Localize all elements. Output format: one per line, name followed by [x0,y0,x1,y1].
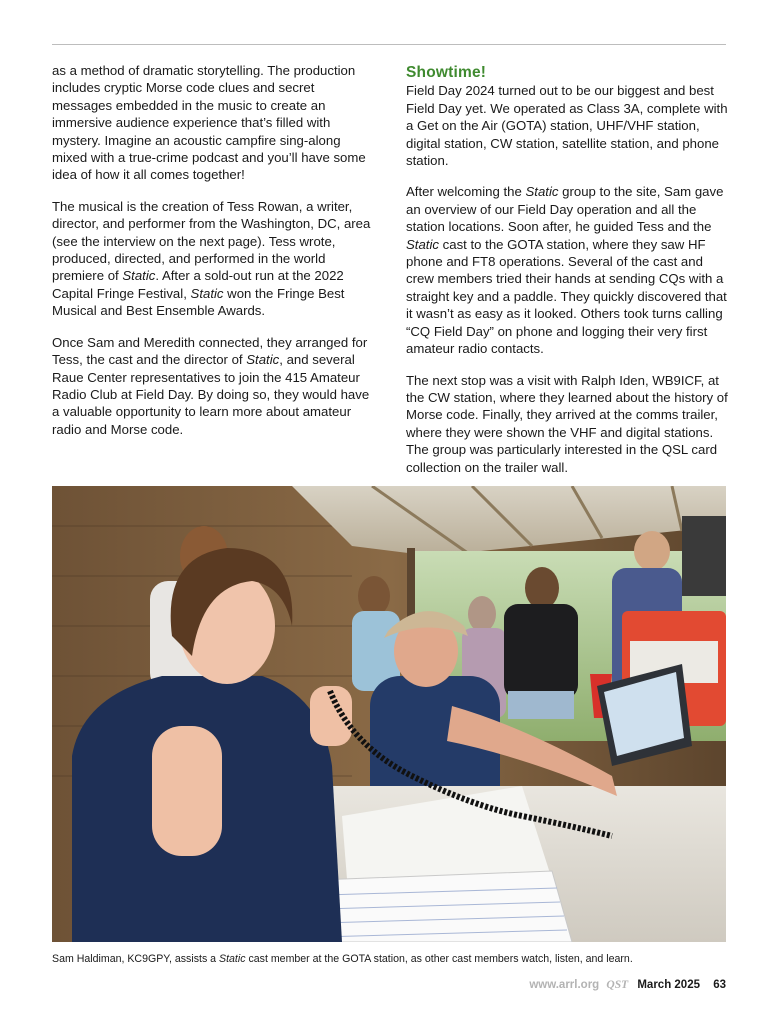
footer-magazine: QST [606,979,629,991]
paragraph: After welcoming the Static group to the site, Sam gave an overview of our Field Day operation and all the station locations. Soon after, he guided Tess and the Static cast to the GOTA station, where they saw HF phone and FT8 operations. Several of the cast and crew members tried their hands at sending CQs with a straight key and a paddle. They quickly discovered that it wasn’t as easy as it looked. Others took turns calling “CQ Field Day” on phone and logging their very first amateur radio contacts. [406,184,727,357]
left-column [52,62,374,452]
page-number: 63 [713,979,726,991]
paragraph: Field Day 2024 turned out to be our biggest and best Field Day yet. We operated as Class 3A, complete with a Get on the Air (GOTA) station, UHF/VHF station, digital station, CW station, satellite station, and phone station. [406,83,728,169]
footer-issue: March 2025 [637,979,700,991]
paragraph: as a method of dramatic storytelling. The production includes cryptic Morse code clues and secret messages embedded in the music to create an immersive audience experience that’s filled with mystery. Imagine an acoustic campfire sing-along mixed with a true-crime podcast and you’ll have some idea of how it all comes together! [52,63,366,183]
paragraph: The musical is the creation of Tess Rowan, a writer, director, and performer from the Washington, DC, area (see the interview on the next page). Tess wrote, produced, directed, and performed in the world premiere of Static. After a sold-out run at the 2022 Capital Fringe Festival, Static won the Fringe Best Musical and Best Ensemble Awards. [52,198,371,319]
paragraph: Once Sam and Meredith connected, they arranged for Tess, the cast and the director of Static, and several Raue Center representatives to join the 415 Amateur Radio Club at Field Day. By doing so, they would have a valuable opportunity to learn more about amateur radio and Morse code. [52,334,370,437]
section-heading: Showtime! [406,64,487,81]
footer-site: www.arrl.org [529,979,600,991]
page-footer [529,979,726,991]
paragraph: The next stop was a visit with Ralph Iden, WB9ICF, at the CW station, where they learned about the history of Morse code. Finally, they arrived at the comms trailer, where they were shown the VHF and digital stations. The group was particularly interested in the QSL card collection on the trailer wall. [406,372,728,475]
photo-caption: Sam Haldiman, KC9GPY, assists a Static cast member at the GOTA station, as other cast members watch, listen, and learn. [52,953,633,965]
top-rule [52,44,726,45]
field-day-photo [52,486,726,942]
right-column [406,64,728,490]
